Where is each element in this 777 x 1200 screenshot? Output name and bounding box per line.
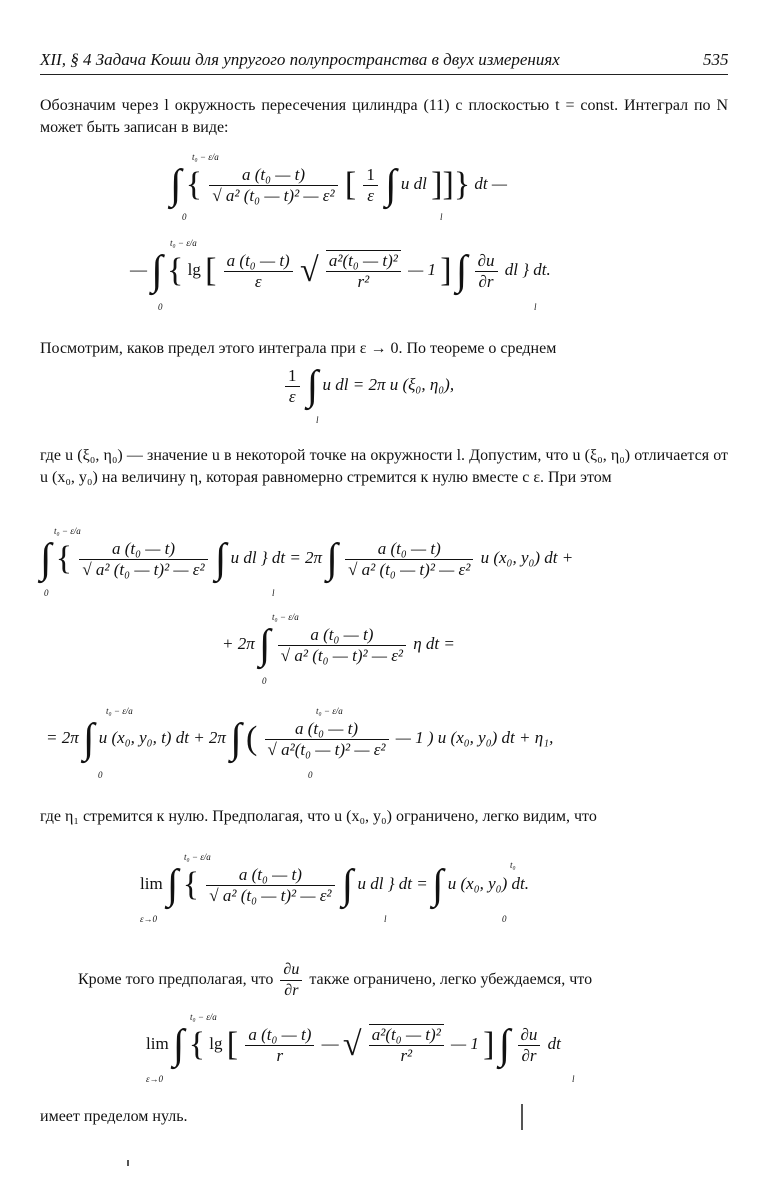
equation-2: t₀ − ε/a 0 — ∫ { lg [ $\frac{\text{a (t₀ — t)}}{\varepsilon}$ √ $\frac{\text{a²(t₀ — t)²}}{\text{r²}}$ — 1 ] ∫ $\frac{\partial u}{\partial r}$ dl } dt. l	[130, 238, 551, 312]
integral-sign: ∫	[326, 536, 338, 582]
integral-sign: ∫	[172, 1022, 185, 1068]
eq1-inner-fraction: $\frac{1}{\varepsilon}$	[363, 165, 378, 206]
integral-sign: ∫	[83, 716, 95, 762]
equation-4: t₀ − ε/a 0 ∫ { $\frac{\text{a (t₀ — t)}}{\text{√ a² (t₀ — t)² — ε²}}$ ∫ u dl } dt = 2π ∫ $\frac{\text{a (t₀ — t)}}{\text{√ a² (t₀ — t)² — ε²}}$ u (x₀, y₀) dt + l	[40, 526, 574, 598]
eq1-contour-sub: l	[440, 212, 443, 222]
integral-sign: ∫	[431, 862, 444, 908]
paragraph-derivative: Кроме того предполагая, что $\frac{\partial u}{\partial r}$ также ограничено, легко убеждаемся, что	[78, 961, 593, 999]
equation-1: t₀ − ε/a 0 ∫ { $\frac{\text{a (t₀ — t)}}{\text{√ a² (t₀ — t)² — ε²}}$ [ $\frac{1}{\varepsilon}$ ∫ u dl ]]} dt — l	[170, 152, 507, 222]
paragraph-bounded: где η₁ стремится к нулю. Предполагая, что u (x₀, y₀) ограничено, легко видим, что	[40, 808, 597, 825]
integral-sign: ∫	[151, 248, 163, 294]
integral-sign: ∫	[306, 363, 319, 409]
eq2-root-fraction: $\frac{\text{a²(t₀ — t)²}}{\text{r²}}$	[326, 250, 401, 292]
running-head: XII, § 4 Задача Коши для упругого полупространства в двух измерениях	[40, 50, 560, 69]
eq1-upper-limit: t₀ − ε/a	[192, 152, 219, 162]
header-rule	[40, 74, 728, 75]
integral-sign: ∫	[385, 162, 397, 208]
integral-sign: ∫	[230, 716, 242, 762]
equation-9: t₀ − ε/a ε→0 lim ∫ { lg [ $\frac{\text{a (t₀ — t)}}{r}$ — √ $\frac{\text{a²(t₀ — t)²}}{\text{r²}}$ — 1 ] ∫ $\frac{\partial u}{\partial r}$ dt l	[146, 1012, 575, 1084]
integral-sign: ∫	[214, 536, 227, 582]
scan-mark	[127, 1160, 129, 1166]
page-number: 535	[703, 50, 729, 69]
integral-sign: ∫	[259, 622, 271, 668]
integral-sign: ∫	[341, 862, 354, 908]
integral-sign: ∫	[498, 1022, 511, 1068]
paragraph-mean-value: где u (ξ₀, η₀) — значение u в некоторой точке на окружности l. Допустим, что u (ξ₀, η₀) отличается от u (x₀, y₀) на величину η, которая равномерно стремится к нулю вместе с ε. При этом	[40, 447, 728, 486]
paragraph-intro: Обозначим через l окружность пересечения цилиндра (11) с плоскостью t = const. Интеграл по N может быть записан в виде:	[40, 97, 728, 136]
equation-6: t₀ − ε/a 0 t₀ − ε/a 0 = 2π ∫ u (x₀, y₀, t) dt + 2π ∫ ( $\frac{\text{a (t₀ — t)}}{\text{√ a²(t₀ — t)² — ε²}}$ — 1 ) u (x₀, y₀) dt + η₁,	[46, 706, 554, 780]
equation-5: t₀ − ε/a 0 + 2π ∫ $\frac{\text{a (t₀ — t)}}{\text{√ a² (t₀ — t)² — ε²}}$ η dt =	[222, 612, 455, 686]
eq2-partial: $\frac{\partial u}{\partial r}$	[475, 251, 498, 292]
eq1-lower-limit: 0	[182, 212, 187, 222]
paragraph-limit: Посмотрим, каков предел этого интеграла при ε → 0. По теореме о среднем	[40, 340, 557, 357]
equation-7: t₀ − ε/a t₀ ε→0 0 lim ∫ { $\frac{\text{a (t₀ — t)}}{\text{√ a² (t₀ — t)² — ε²}}$ ∫ u dl } dt = ∫ u (x₀, y₀) dt. l	[140, 852, 529, 924]
scan-mark	[521, 1104, 523, 1130]
integral-sign: ∫	[455, 248, 468, 294]
integral-sign: ∫	[170, 162, 182, 208]
integral-sign: ∫	[40, 536, 52, 582]
integral-sign: ∫	[166, 862, 179, 908]
paragraph-conclusion: имеет пределом нуль.	[40, 1108, 188, 1125]
eq2-fraction: $\frac{\text{a (t₀ — t)}}{\varepsilon}$	[224, 251, 293, 292]
eq1-fraction: $\frac{\text{a (t₀ — t)}}{\text{√ a² (t₀ — t)² — ε²}}$	[209, 165, 337, 206]
equation-3: $\frac{1}{\varepsilon}$ ∫ u dl = 2π u (ξ₀, η₀), l	[282, 365, 454, 407]
